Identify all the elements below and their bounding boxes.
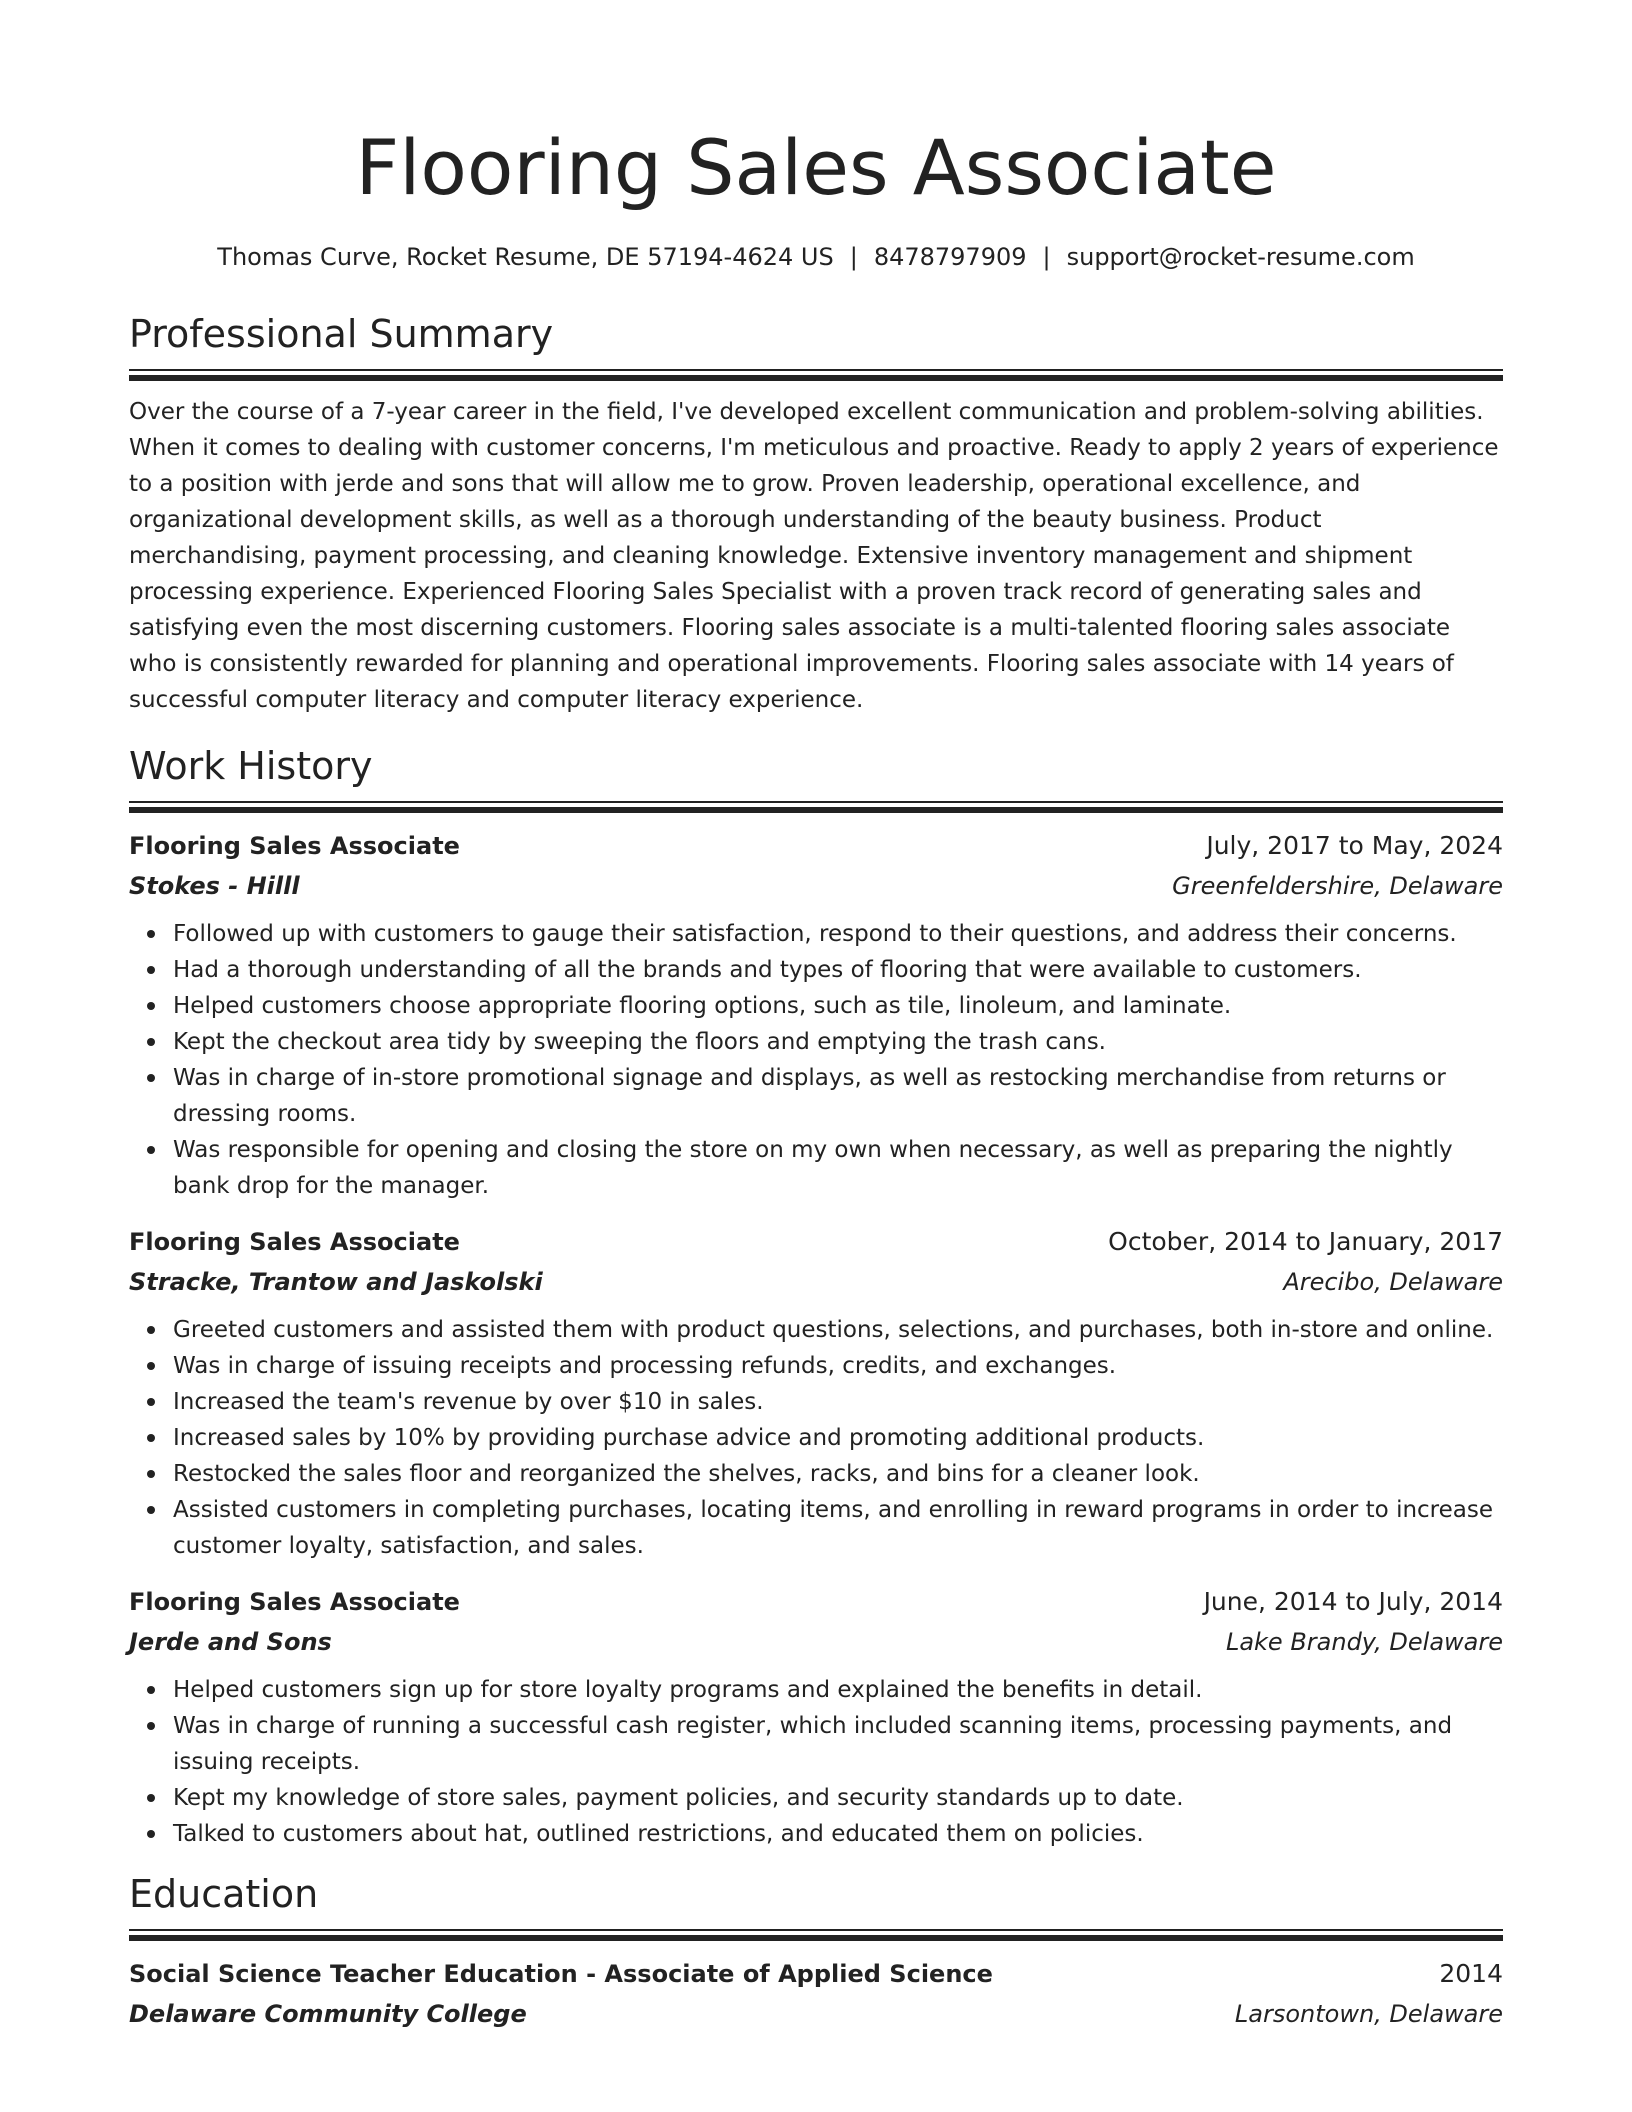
job-bullet: Kept my knowledge of store sales, payment policies, and security standards up to date. bbox=[173, 1780, 1503, 1816]
job-bullet: Assisted customers in completing purchases, locating items, and enrolling in reward programs in order to increase customer loyalty, satisfaction, and sales. bbox=[173, 1492, 1503, 1564]
job-company: Stracke, Trantow and Jaskolski bbox=[129, 1268, 543, 1296]
job-bullet: Was in charge of issuing receipts and processing refunds, credits, and exchanges. bbox=[173, 1348, 1503, 1384]
job-location: Lake Brandy, Delaware bbox=[1225, 1628, 1503, 1656]
education-degree: Social Science Teacher Education - Associate of Applied Science bbox=[129, 1960, 993, 1988]
job-dates: October, 2014 to January, 2017 bbox=[1108, 1227, 1503, 1256]
job-header-row bbox=[129, 1222, 1503, 1262]
job-title: Flooring Sales Associate bbox=[129, 1588, 460, 1616]
job-title: Flooring Sales Associate bbox=[129, 832, 460, 860]
summary-text: Over the course of a 7-year career in the field, I've developed excellent communication and problem-solving abilities. When it comes to dealing with customer concerns, I'm meticulous and proactive. Ready to apply 2 years of experience to a position with jerde and sons that will allow me to grow. Proven leadership, operational excellence, and organizational development skills, as well as a thorough understanding of the beauty business. Product merchandising, payment processing, and cleaning knowledge. Extensive inventory management and shipment processing experience. Experienced Flooring Sales Specialist with a proven track record of generating sales and satisfying even the most discerning customers. Flooring sales associate is a multi-talented flooring sales associate who is consistently rewarded for planning and operational improvements. Flooring sales associate with 14 years of successful computer literacy and computer literacy experience. bbox=[129, 399, 1499, 713]
job-dates: June, 2014 to July, 2014 bbox=[1203, 1587, 1503, 1616]
job-entry bbox=[129, 1582, 1503, 1852]
section-divider bbox=[129, 369, 1503, 381]
education-heading: Education bbox=[129, 1872, 319, 1916]
job-header-row bbox=[129, 826, 1503, 866]
job-title: Flooring Sales Associate bbox=[129, 1228, 460, 1256]
job-bullet: Greeted customers and assisted them with product questions, selections, and purchases, both in-store and online. bbox=[173, 1312, 1503, 1348]
job-company: Jerde and Sons bbox=[129, 1628, 332, 1656]
job-bullet: Talked to customers about hat, outlined restrictions, and educated them on policies. bbox=[173, 1816, 1503, 1852]
contact-separator: | bbox=[1042, 243, 1051, 271]
job-bullet: Restocked the sales floor and reorganized the shelves, racks, and bins for a cleaner look. bbox=[173, 1456, 1503, 1492]
section-divider bbox=[129, 801, 1503, 813]
job-location: Greenfeldershire, Delaware bbox=[1172, 872, 1503, 900]
job-dates: July, 2017 to May, 2024 bbox=[1206, 831, 1503, 860]
education-year: 2014 bbox=[1439, 1959, 1503, 1988]
job-bullet: Helped customers choose appropriate flooring options, such as tile, linoleum, and laminate. bbox=[173, 988, 1503, 1024]
summary-section bbox=[129, 310, 1503, 718]
education-location: Larsontown, Delaware bbox=[1234, 2000, 1503, 2028]
section-divider bbox=[129, 1929, 1503, 1941]
job-entry bbox=[129, 1222, 1503, 1564]
work-history-section bbox=[129, 742, 1503, 1852]
job-bullet: Was in charge of in-store promotional signage and displays, as well as restocking merchandise from returns or dressing rooms. bbox=[173, 1060, 1503, 1132]
job-entry bbox=[129, 826, 1503, 1204]
job-bullets bbox=[129, 1312, 1503, 1564]
job-bullet: Was responsible for opening and closing the store on my own when necessary, as well as preparing the nightly bank drop for the manager. bbox=[173, 1132, 1503, 1204]
job-header-row bbox=[129, 1582, 1503, 1622]
job-bullet: Was in charge of running a successful cash register, which included scanning items, processing payments, and issuing receipts. bbox=[173, 1708, 1503, 1780]
job-bullet: Increased sales by 10% by providing purchase advice and promoting additional products. bbox=[173, 1420, 1503, 1456]
job-bullets bbox=[129, 1672, 1503, 1852]
job-bullet: Followed up with customers to gauge their satisfaction, respond to their questions, and address their concerns. bbox=[173, 916, 1503, 952]
job-location: Arecibo, Delaware bbox=[1283, 1268, 1503, 1296]
job-bullet: Helped customers sign up for store loyalty programs and explained the benefits in detail. bbox=[173, 1672, 1503, 1708]
job-bullet: Had a thorough understanding of all the brands and types of flooring that were available to customers. bbox=[173, 952, 1503, 988]
work-history-heading: Work History bbox=[129, 744, 373, 788]
education-school-row bbox=[129, 1994, 1503, 2034]
education-school: Delaware Community College bbox=[129, 2000, 527, 2028]
contact-phone: 8478797909 bbox=[873, 243, 1027, 271]
education-degree-row bbox=[129, 1954, 1503, 1994]
summary-heading: Professional Summary bbox=[129, 312, 554, 356]
job-company-row bbox=[129, 1262, 1503, 1302]
education-section bbox=[129, 1870, 1503, 2034]
job-company-row bbox=[129, 1622, 1503, 1662]
job-bullet: Increased the team's revenue by over $10 in sales. bbox=[173, 1384, 1503, 1420]
job-bullet: Kept the checkout area tidy by sweeping the floors and emptying the trash cans. bbox=[173, 1024, 1503, 1060]
contact-address: Thomas Curve, Rocket Resume, DE 57194-4624 US bbox=[217, 243, 834, 271]
job-company-row bbox=[129, 866, 1503, 906]
contact-line bbox=[129, 240, 1503, 274]
job-bullets bbox=[129, 916, 1503, 1204]
resume-title: Flooring Sales Associate bbox=[355, 123, 1277, 212]
contact-email: support@rocket-resume.com bbox=[1066, 243, 1415, 271]
job-company: Stokes - Hilll bbox=[129, 872, 300, 900]
contact-separator: | bbox=[849, 243, 858, 271]
